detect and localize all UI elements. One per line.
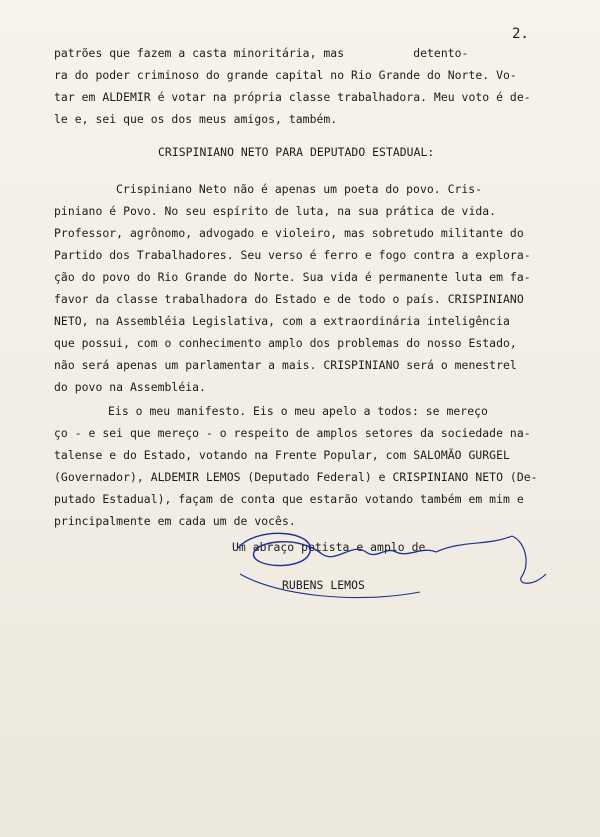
- body-line: do povo na Assembléia.: [54, 380, 206, 394]
- closing-line: Um abraço petista e amplo de: [232, 540, 426, 554]
- body-line: tar em ALDEMIR é votar na própria classe trabalhadora. Meu voto é de-: [54, 90, 531, 104]
- body-line: que possui, com o conhecimento amplo dos problemas do nosso Estado,: [54, 336, 517, 350]
- body-line: não será apenas um parlamentar a mais. CRISPINIANO será o menestrel: [54, 358, 517, 372]
- body-line: (Governador), ALDEMIR LEMOS (Deputado Federal) e CRISPINIANO NETO (De-: [54, 470, 538, 484]
- body-line: Professor, agrônomo, advogado e violeiro, mas sobretudo militante do: [54, 226, 524, 240]
- body-line: patrões que fazem a casta minoritária, mas detento-: [54, 46, 469, 60]
- body-line: principalmente em cada um de vocês.: [54, 514, 296, 528]
- body-line: piniano é Povo. No seu espírito de luta, na sua prática de vida.: [54, 204, 497, 218]
- body-line: putado Estadual), façam de conta que estarão votando também em mim e: [54, 492, 524, 506]
- body-line: Partido dos Trabalhadores. Seu verso é ferro e fogo contra a explora-: [54, 248, 531, 262]
- signature-mark: [226, 522, 566, 612]
- body-line: talense e do Estado, votando na Frente Popular, com SALOMÃO GURGEL: [54, 448, 510, 462]
- body-line: ção do povo do Rio Grande do Norte. Sua vida é permanente luta em fa-: [54, 270, 531, 284]
- body-line: Eis o meu manifesto. Eis o meu apelo a todos: se mereço: [108, 404, 488, 418]
- signer-name: RUBENS LEMOS: [282, 578, 365, 592]
- body-line: ra do poder criminoso do grande capital no Rio Grande do Norte. Vo-: [54, 68, 517, 82]
- body-line: favor da classe trabalhadora do Estado e de todo o país. CRISPINIANO: [54, 292, 524, 306]
- body-line: NETO, na Assembléia Legislativa, com a extraordinária inteligência: [54, 314, 510, 328]
- body-line: Crispiniano Neto não é apenas um poeta do povo. Cris-: [116, 182, 483, 196]
- body-line: ço - e sei que mereço - o respeito de amplos setores da sociedade na-: [54, 426, 531, 440]
- page-number: 2.: [512, 26, 529, 42]
- section-heading: CRISPINIANO NETO PARA DEPUTADO ESTADUAL:: [158, 145, 435, 159]
- body-line: le e, sei que os dos meus amigos, também.: [54, 112, 338, 126]
